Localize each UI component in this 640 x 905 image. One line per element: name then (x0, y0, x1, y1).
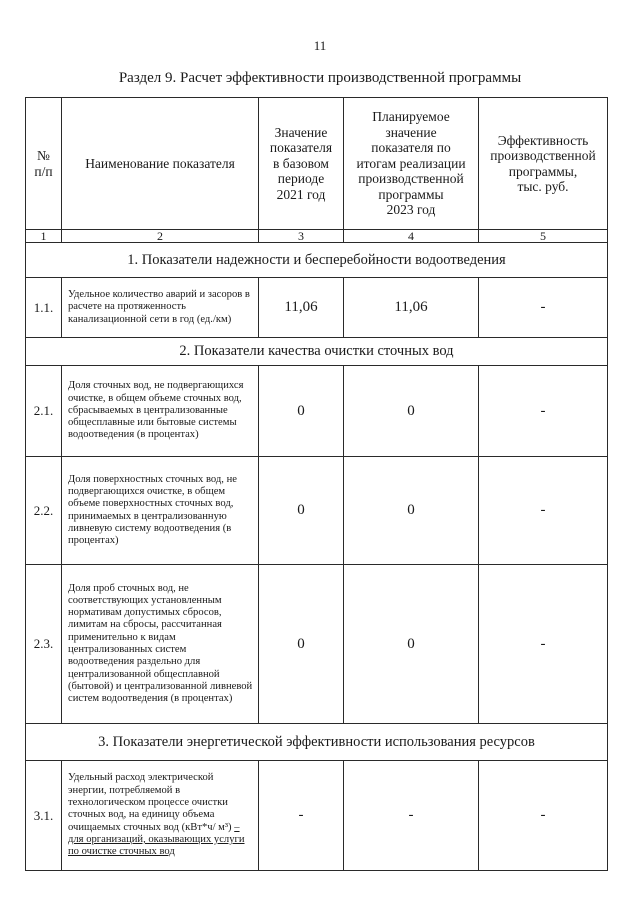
group-row (26, 724, 608, 761)
header-text: Наименование показателя (85, 155, 235, 171)
table-row (26, 761, 608, 871)
row-number: 2.2. (26, 457, 62, 565)
planned-value: 0 (344, 366, 479, 457)
planned-value: 0 (344, 457, 479, 565)
planned-value: 11,06 (344, 278, 479, 338)
header-text: № п/п (34, 148, 53, 179)
row-number: 1.1. (26, 278, 62, 338)
header-cell-planned (344, 98, 479, 230)
header-text: Значение показателя в базовом периоде 2021 год (269, 124, 333, 202)
group-title: 1. Показатели надежности и бесперебойности водоотведения (26, 243, 608, 278)
row-number: 2.1. (26, 366, 62, 457)
header-text: Планируемое значение показателя по итогам реализации производственной программы 2023 год (356, 109, 466, 218)
efficiency-value: - (479, 565, 608, 724)
indicator-name-underlined: – для организаций, оказывающих услуги по очистке сточных вод (68, 821, 245, 858)
efficiency-value: - (479, 366, 608, 457)
group-title: 3. Показатели энергетической эффективности использования ресурсов (26, 724, 608, 761)
efficiency-table (25, 97, 608, 871)
section-title: Раздел 9. Расчет эффективности производственной программы (118, 70, 522, 86)
header-cell-name (62, 98, 259, 230)
table-row (26, 457, 608, 565)
indicator-name: Удельное количество аварий и засоров в расчете на протяженность канализационной сети в год (ед./км) (62, 278, 259, 338)
row-number: 2.3. (26, 565, 62, 724)
indicator-name: Доля сточных вод, не подвергающихся очистке, в общем объеме сточных вод, сбрасываемых в централизованные общесплавные или бытовые системы водоотведения (в процентах) (62, 366, 259, 457)
column-number: 5 (479, 230, 608, 243)
row-number: 3.1. (26, 761, 62, 871)
indicator-name: Доля проб сточных вод, не соответствующих установленным нормативам допустимых сбросов, лимитам на сбросы, рассчитанная применительно к видам централизованных систем водоотведения раздельно для централизованной общесплавной (бытовой) и централизованной ливневой систем водоотведения (в процентах) (62, 565, 259, 724)
group-title: 2. Показатели качества очистки сточных вод (26, 338, 608, 366)
table-row (26, 278, 608, 338)
efficiency-value: - (479, 457, 608, 565)
page-number: 11 (313, 38, 327, 53)
column-number-row (26, 230, 608, 243)
indicator-name-text: Удельный расход электрической энергии, потребляемой в технологическом процессе очистки сточных вод, на единицу объема очищаемых сточных вод (кВт*ч/ м³) (68, 772, 232, 833)
base-value: - (259, 761, 344, 871)
column-number: 3 (259, 230, 344, 243)
efficiency-value: - (479, 278, 608, 338)
base-value: 11,06 (259, 278, 344, 338)
column-number: 1 (26, 230, 62, 243)
planned-value: - (344, 761, 479, 871)
column-number: 2 (62, 230, 259, 243)
header-row (26, 98, 608, 230)
group-row (26, 338, 608, 366)
header-cell-base (259, 98, 344, 230)
header-text: Эффективность производственной программы, тыс. руб. (490, 132, 596, 194)
base-value: 0 (259, 457, 344, 565)
group-row (26, 243, 608, 278)
base-value: 0 (259, 565, 344, 724)
indicator-name (62, 761, 259, 871)
base-value: 0 (259, 366, 344, 457)
header-cell-efficiency (479, 98, 608, 230)
header-cell-no (26, 98, 62, 230)
planned-value: 0 (344, 565, 479, 724)
table-row (26, 366, 608, 457)
table-row (26, 565, 608, 724)
indicator-name: Доля поверхностных сточных вод, не подвергающихся очистке, в общем объеме поверхностных сточных вод, принимаемых в централизованную ливневую систему водоотведения (в процентах) (62, 457, 259, 565)
efficiency-value: - (479, 761, 608, 871)
column-number: 4 (344, 230, 479, 243)
